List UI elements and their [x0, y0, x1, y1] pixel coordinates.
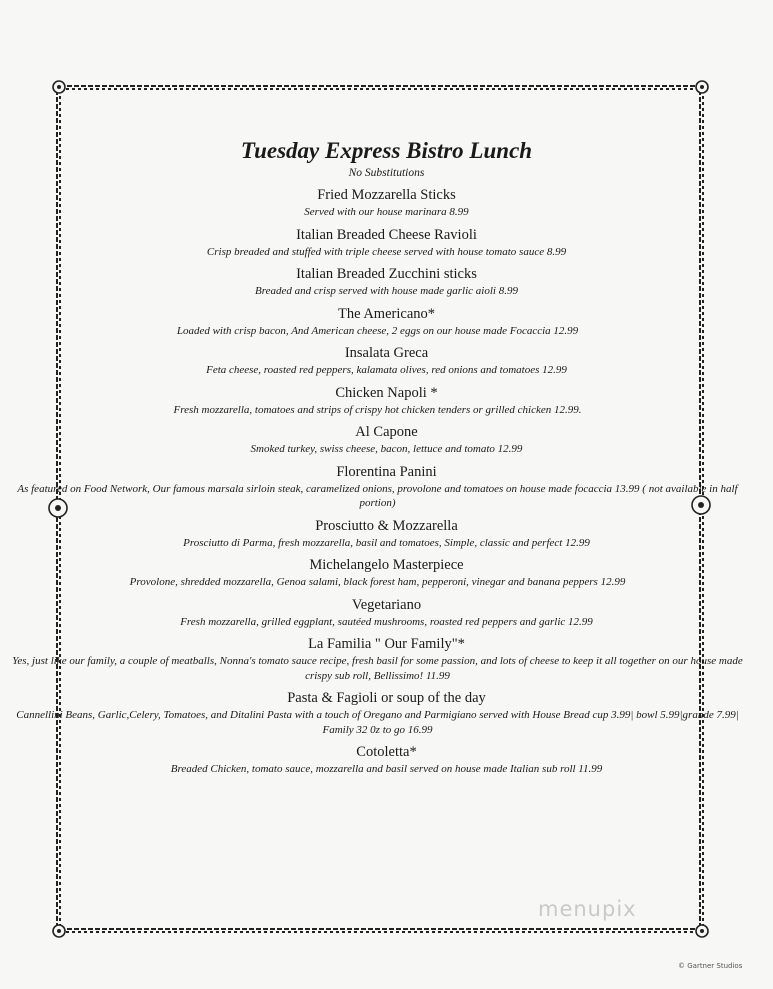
menu-item-desc: Fresh mozzarella, grilled eggplant, sautéed mushrooms, roasted red peppers and garlic 12.99	[180, 615, 593, 628]
menu-item-name: Italian Breaded Cheese Ravioli	[296, 226, 477, 243]
menu-item-desc: Crisp breaded and stuffed with triple cheese served with house tomato sauce 8.99	[206, 245, 567, 258]
menu-item	[90, 343, 683, 378]
menu-item-name: Pasta & Fagioli or soup of the day	[287, 690, 486, 706]
menu-item-desc: Smoked turkey, swiss cheese, bacon, lettuce and tomato 12.99	[250, 443, 523, 455]
menu-item	[90, 304, 683, 339]
menu-item-name: Prosciutto & Mozzarella	[315, 517, 458, 534]
menu-item	[90, 595, 683, 630]
menu-item	[90, 555, 683, 590]
menu-title: Tuesday Express Bistro Lunch	[240, 138, 533, 163]
menu-item-desc: Provolone, shredded mozzarella, Genoa salami, black forest ham, pepperoni, vinegar and banana peppers 12.99	[129, 576, 626, 588]
menu-item-desc: Loaded with crisp bacon, And American cheese, 2 eggs on our house made Focaccia 12.99	[176, 324, 579, 337]
menu-item-name: Insalata Greca	[344, 345, 429, 361]
menu-item	[90, 225, 683, 260]
menu-item	[90, 264, 683, 299]
menu-item	[90, 422, 683, 457]
menu-item	[90, 742, 683, 777]
menu-item-name: Cotoletta*	[356, 744, 417, 760]
menu-item-desc: Fresh mozzarella, tomatoes and strips of crispy hot chicken tenders or grilled chicken 12.99.	[173, 403, 582, 416]
menu-item-name: Italian Breaded Zucchini sticks	[296, 266, 477, 282]
menu-item-name: Michelangelo Masterpiece	[309, 557, 464, 573]
menu-item	[90, 516, 683, 551]
menu-item	[12, 634, 743, 683]
menu-item-name: La Familia " Our Family"*	[308, 636, 465, 652]
menu-item-desc: Yes, just like our family, a couple of meatballs, Nonna's tomato sauce recipe, fresh basil for some passion, and lots of cheese to keep it all together on our house made crispy sub roll, Bellissimo! 11.99	[12, 655, 743, 682]
menu-item	[90, 383, 683, 418]
menu-item-name: Vegetariano	[351, 596, 422, 613]
menu-content	[12, 136, 743, 782]
menu-item-desc: Served with our house marinara 8.99	[304, 206, 469, 218]
menu-item-name: Florentina Panini	[336, 463, 437, 480]
menu-item	[90, 185, 683, 220]
menu-item-name: Chicken Napoli *	[335, 384, 438, 401]
copyright-credit: © Gartner Studios	[678, 962, 743, 970]
menu-item-desc: Feta cheese, roasted red peppers, kalamata olives, red onions and tomatoes 12.99	[206, 364, 567, 376]
menu-item-desc: As featured on Food Network, Our famous marsala sirloin steak, caramelized onions, provolone and tomatoes on house made focaccia 13.99 ( not available in half portion)	[17, 482, 738, 509]
menu-item-desc: Breaded Chicken, tomato sauce, mozzarella and basil served on house made Italian sub roll 11.99	[170, 763, 603, 775]
menu-item	[16, 688, 739, 737]
menu-item-name: The Americano*	[337, 305, 436, 322]
menu-subtitle: No Substitutions	[348, 167, 425, 179]
menu-item-name: Fried Mozzarella Sticks	[317, 187, 456, 203]
menupix-watermark: menupix	[538, 897, 637, 921]
menu-item-desc: Breaded and crisp served with house made garlic aioli 8.99	[255, 285, 518, 297]
menu-item-desc: Prosciutto di Parma, fresh mozzarella, basil and tomatoes, Simple, classic and perfect 12.99	[183, 536, 590, 549]
menu-item	[17, 462, 738, 511]
menu-item-desc: Cannellini Beans, Garlic,Celery, Tomatoes, and Ditalini Pasta with a touch of Oregano and Parmigiano served with House Bread cup 3.99| bowl 5.99|grande 7.99| Family 32 0z to go 16.99	[16, 709, 739, 736]
menu-item-name: Al Capone	[355, 424, 418, 440]
